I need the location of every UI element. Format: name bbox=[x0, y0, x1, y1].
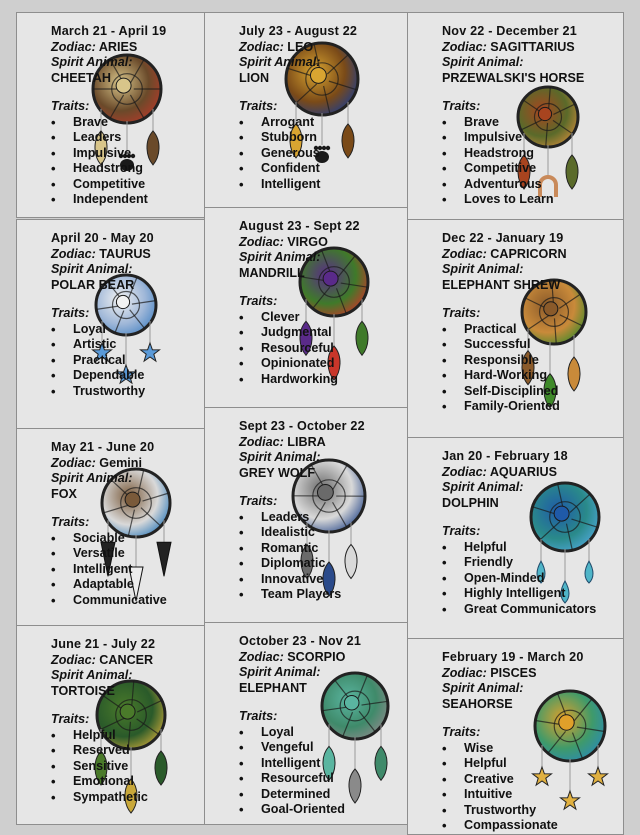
trait-item: • Impulsive bbox=[442, 130, 584, 146]
sign-card-capricorn bbox=[407, 219, 624, 438]
date-range: May 21 - June 20 bbox=[51, 440, 155, 454]
zodiac-line bbox=[239, 435, 365, 451]
traits-list bbox=[442, 741, 584, 834]
trait-item: • Artistic bbox=[51, 337, 154, 353]
spirit-animal-label: Spirit Animal: bbox=[51, 262, 133, 276]
zodiac-line bbox=[442, 40, 584, 56]
trait-item: • Great Communicators bbox=[442, 602, 596, 618]
traits-label: Traits: bbox=[239, 494, 278, 508]
spirit-animal-label: Spirit Animal: bbox=[51, 668, 133, 682]
trait-item: • Responsible bbox=[442, 353, 567, 369]
feather-icon bbox=[375, 746, 387, 780]
sign-text bbox=[205, 623, 361, 818]
trait-item: • Vengeful bbox=[239, 740, 361, 756]
trait-item: • Loyal bbox=[239, 725, 361, 741]
zodiac-label: Zodiac: bbox=[442, 246, 487, 261]
trait-item: • Romantic bbox=[239, 541, 365, 557]
sign-card-pisces bbox=[407, 638, 624, 835]
sign-text bbox=[408, 220, 567, 415]
spirit-animal-name: FOX bbox=[51, 486, 77, 501]
trait-item: • Arrogant bbox=[239, 115, 357, 131]
date-range: April 20 - May 20 bbox=[51, 231, 154, 245]
spirit-animal-name: PRZEWALSKI'S HORSE bbox=[442, 70, 585, 85]
trait-item: • Helpful bbox=[442, 756, 584, 772]
traits-label: Traits: bbox=[51, 712, 90, 726]
spirit-animal-name: DOLPHIN bbox=[442, 495, 499, 510]
sign-text bbox=[17, 13, 166, 208]
zodiac-name: AQUARIUS bbox=[489, 464, 557, 479]
trait-item: • Practical bbox=[51, 353, 154, 369]
trait-item: • Brave bbox=[51, 115, 166, 131]
zodiac-label: Zodiac: bbox=[442, 39, 487, 54]
trait-item: • Goal-Oriented bbox=[239, 802, 361, 818]
spirit-animal-label: Spirit Animal: bbox=[239, 250, 321, 264]
zodiac-name: CAPRICORN bbox=[490, 246, 567, 261]
zodiac-name: Gemini bbox=[99, 455, 142, 470]
trait-item: • Versatile bbox=[51, 546, 167, 562]
sign-card-sagittarius bbox=[407, 12, 624, 220]
sign-text bbox=[205, 408, 365, 603]
traits-list bbox=[442, 322, 567, 415]
traits-list bbox=[239, 510, 365, 603]
date-range: June 21 - July 22 bbox=[51, 637, 156, 651]
zodiac-line bbox=[442, 465, 596, 481]
starfish-icon bbox=[589, 767, 608, 785]
sign-card-scorpio bbox=[204, 622, 408, 825]
traits-label: Traits: bbox=[51, 306, 90, 320]
zodiac-label: Zodiac: bbox=[51, 39, 96, 54]
trait-item: • Highly Intelligent bbox=[442, 586, 596, 602]
traits-label: Traits: bbox=[442, 725, 481, 739]
traits-label: Traits: bbox=[51, 515, 90, 529]
zodiac-label: Zodiac: bbox=[442, 464, 487, 479]
trait-item: • Sociable bbox=[51, 531, 167, 547]
trait-item: • Resourceful bbox=[239, 771, 361, 787]
trait-item: • Brave bbox=[442, 115, 584, 131]
spirit-animal-label: Spirit Animal: bbox=[239, 665, 321, 679]
traits-label: Traits: bbox=[239, 99, 278, 113]
leaf-icon bbox=[155, 751, 167, 785]
traits-list bbox=[442, 115, 584, 208]
trait-item: • Hardworking bbox=[239, 372, 360, 388]
spirit-animal-name: TORTOISE bbox=[51, 683, 115, 698]
date-range: July 23 - August 22 bbox=[239, 24, 358, 38]
zodiac-line bbox=[239, 40, 357, 56]
trait-item: • Wise bbox=[442, 741, 584, 757]
trait-item: • Headstrong bbox=[442, 146, 584, 162]
sign-text bbox=[408, 13, 584, 208]
spirit-animal-label: Spirit Animal: bbox=[442, 262, 524, 276]
spirit-animal-name: ELEPHANT bbox=[239, 680, 307, 695]
zodiac-name: CANCER bbox=[99, 652, 154, 667]
leaf-icon bbox=[568, 357, 580, 391]
trait-item: • Resourceful bbox=[239, 341, 360, 357]
traits-label: Traits: bbox=[239, 294, 278, 308]
trait-item: • Judgmental bbox=[239, 325, 360, 341]
sign-text bbox=[17, 220, 154, 399]
sign-text bbox=[408, 438, 596, 617]
trait-item: • Sensitive bbox=[51, 759, 155, 775]
trait-item: • Reserved bbox=[51, 743, 155, 759]
spirit-animal-name: ELEPHANT SHREW bbox=[442, 277, 561, 292]
date-range: October 23 - Nov 21 bbox=[239, 634, 362, 648]
traits-label: Traits: bbox=[442, 99, 481, 113]
sign-text bbox=[408, 639, 584, 834]
sign-card-virgo bbox=[204, 207, 408, 408]
trait-item: • Dependable bbox=[51, 368, 154, 384]
date-range: Sept 23 - October 22 bbox=[239, 419, 365, 433]
traits-list bbox=[239, 310, 360, 388]
zodiac-label: Zodiac: bbox=[239, 649, 284, 664]
spirit-animal-name: SEAHORSE bbox=[442, 696, 513, 711]
trait-item: • Competitive bbox=[51, 177, 166, 193]
trait-item: • Intuitive bbox=[442, 787, 584, 803]
sign-card-cancer bbox=[16, 625, 205, 825]
zodiac-line bbox=[442, 666, 584, 682]
traits-list bbox=[51, 115, 166, 208]
trait-item: • Confident bbox=[239, 161, 357, 177]
zodiac-label: Zodiac: bbox=[51, 246, 96, 261]
spirit-animal-label: Spirit Animal: bbox=[51, 471, 133, 485]
sign-text bbox=[17, 429, 167, 608]
sign-text bbox=[17, 626, 155, 805]
zodiac-label: Zodiac: bbox=[442, 665, 487, 680]
traits-label: Traits: bbox=[442, 306, 481, 320]
zodiac-line bbox=[51, 40, 166, 56]
traits-label: Traits: bbox=[442, 524, 481, 538]
sign-card-aquarius bbox=[407, 437, 624, 639]
sign-card-aries bbox=[16, 12, 205, 218]
trait-item: • Family-Oriented bbox=[442, 399, 567, 415]
trait-item: • Intelligent bbox=[239, 756, 361, 772]
zodiac-line bbox=[239, 650, 361, 666]
zodiac-name: VIRGO bbox=[287, 234, 328, 249]
zodiac-line bbox=[51, 456, 167, 472]
zodiac-name: ARIES bbox=[98, 39, 138, 54]
sign-card-gemini bbox=[16, 428, 205, 626]
date-range: February 19 - March 20 bbox=[442, 650, 584, 664]
trait-item: • Hard-Working bbox=[442, 368, 567, 384]
trait-item: • Determined bbox=[239, 787, 361, 803]
sign-card-leo bbox=[204, 12, 408, 208]
traits-label: Traits: bbox=[51, 99, 90, 113]
zodiac-line bbox=[51, 247, 154, 263]
trait-item: • Open-Minded bbox=[442, 571, 596, 587]
spirit-animal-label: Spirit Animal: bbox=[239, 450, 321, 464]
trait-item: • Headstrong bbox=[51, 161, 166, 177]
trait-item: • Adventurous bbox=[442, 177, 584, 193]
trait-item: • Self-Disciplined bbox=[442, 384, 567, 400]
trait-item: • Successful bbox=[442, 337, 567, 353]
trait-item: • Diplomatic bbox=[239, 556, 365, 572]
spirit-animal-name: LION bbox=[239, 70, 270, 85]
zodiac-label: Zodiac: bbox=[51, 455, 96, 470]
spirit-animal-label: Spirit Animal: bbox=[442, 55, 524, 69]
trait-item: • Generous bbox=[239, 146, 357, 162]
zodiac-name: TAURUS bbox=[99, 246, 151, 261]
zodiac-name: LEO bbox=[287, 39, 314, 54]
trait-item: • Helpful bbox=[442, 540, 596, 556]
trait-item: • Stubborn bbox=[239, 130, 357, 146]
spirit-animal-name: CHEETAH bbox=[51, 70, 111, 85]
spirit-animal-label: Spirit Animal: bbox=[442, 681, 524, 695]
trait-item: • Independent bbox=[51, 192, 166, 208]
spirit-animal-label: Spirit Animal: bbox=[442, 480, 524, 494]
zodiac-label: Zodiac: bbox=[239, 434, 284, 449]
zodiac-name: SAGITTARIUS bbox=[490, 39, 575, 54]
zodiac-name: PISCES bbox=[490, 665, 537, 680]
trait-item: • Leaders bbox=[51, 130, 166, 146]
trait-item: • Leaders bbox=[239, 510, 365, 526]
trait-item: • Trustworthy bbox=[51, 384, 154, 400]
trait-item: • Team Players bbox=[239, 587, 365, 603]
trait-item: • Clever bbox=[239, 310, 360, 326]
zodiac-label: Zodiac: bbox=[239, 39, 284, 54]
zodiac-line bbox=[239, 235, 360, 251]
zodiac-name: SCORPIO bbox=[287, 649, 346, 664]
zodiac-line bbox=[442, 247, 567, 263]
zodiac-line bbox=[51, 653, 155, 669]
trait-item: • Sympathetic bbox=[51, 790, 155, 806]
sign-card-taurus bbox=[16, 219, 205, 429]
trait-item: • Loves to Learn bbox=[442, 192, 584, 208]
traits-list bbox=[51, 322, 154, 400]
zodiac-label: Zodiac: bbox=[51, 652, 96, 667]
sign-text bbox=[205, 13, 357, 192]
spirit-animal-name: MANDRILL bbox=[239, 265, 305, 280]
trait-item: • Helpful bbox=[51, 728, 155, 744]
trait-item: • Idealistic bbox=[239, 525, 365, 541]
trait-item: • Friendly bbox=[442, 555, 596, 571]
trait-item: • Intelligent bbox=[51, 562, 167, 578]
date-range: August 23 - Sept 22 bbox=[239, 219, 360, 233]
trait-item: • Creative bbox=[442, 772, 584, 788]
spirit-animal-label: Spirit Animal: bbox=[239, 55, 321, 69]
trait-item: • Trustworthy bbox=[442, 803, 584, 819]
trait-item: • Innovative bbox=[239, 572, 365, 588]
trait-item: • Emotional bbox=[51, 774, 155, 790]
traits-list bbox=[442, 540, 596, 618]
trait-item: • Communicative bbox=[51, 593, 167, 609]
trait-item: • Adaptable bbox=[51, 577, 167, 593]
traits-list bbox=[51, 531, 167, 609]
trait-item: • Opinionated bbox=[239, 356, 360, 372]
traits-list bbox=[239, 725, 361, 818]
spirit-animal-label: Spirit Animal: bbox=[51, 55, 133, 69]
traits-label: Traits: bbox=[239, 709, 278, 723]
date-range: Nov 22 - December 21 bbox=[442, 24, 577, 38]
trait-item: • Intelligent bbox=[239, 177, 357, 193]
trait-item: • Compassionate bbox=[442, 818, 584, 834]
trait-item: • Loyal bbox=[51, 322, 154, 338]
date-range: Dec 22 - January 19 bbox=[442, 231, 564, 245]
trait-item: • Impulsive bbox=[51, 146, 166, 162]
spirit-animal-name: POLAR BEAR bbox=[51, 277, 135, 292]
date-range: Jan 20 - February 18 bbox=[442, 449, 568, 463]
zodiac-name: LIBRA bbox=[287, 434, 326, 449]
sign-text bbox=[205, 208, 360, 387]
spirit-animal-name: GREY WOLF bbox=[239, 465, 316, 480]
traits-list bbox=[51, 728, 155, 806]
traits-list bbox=[239, 115, 357, 193]
sign-card-libra bbox=[204, 407, 408, 623]
zodiac-label: Zodiac: bbox=[239, 234, 284, 249]
trait-item: • Practical bbox=[442, 322, 567, 338]
trait-item: • Competitive bbox=[442, 161, 584, 177]
date-range: March 21 - April 19 bbox=[51, 24, 167, 38]
